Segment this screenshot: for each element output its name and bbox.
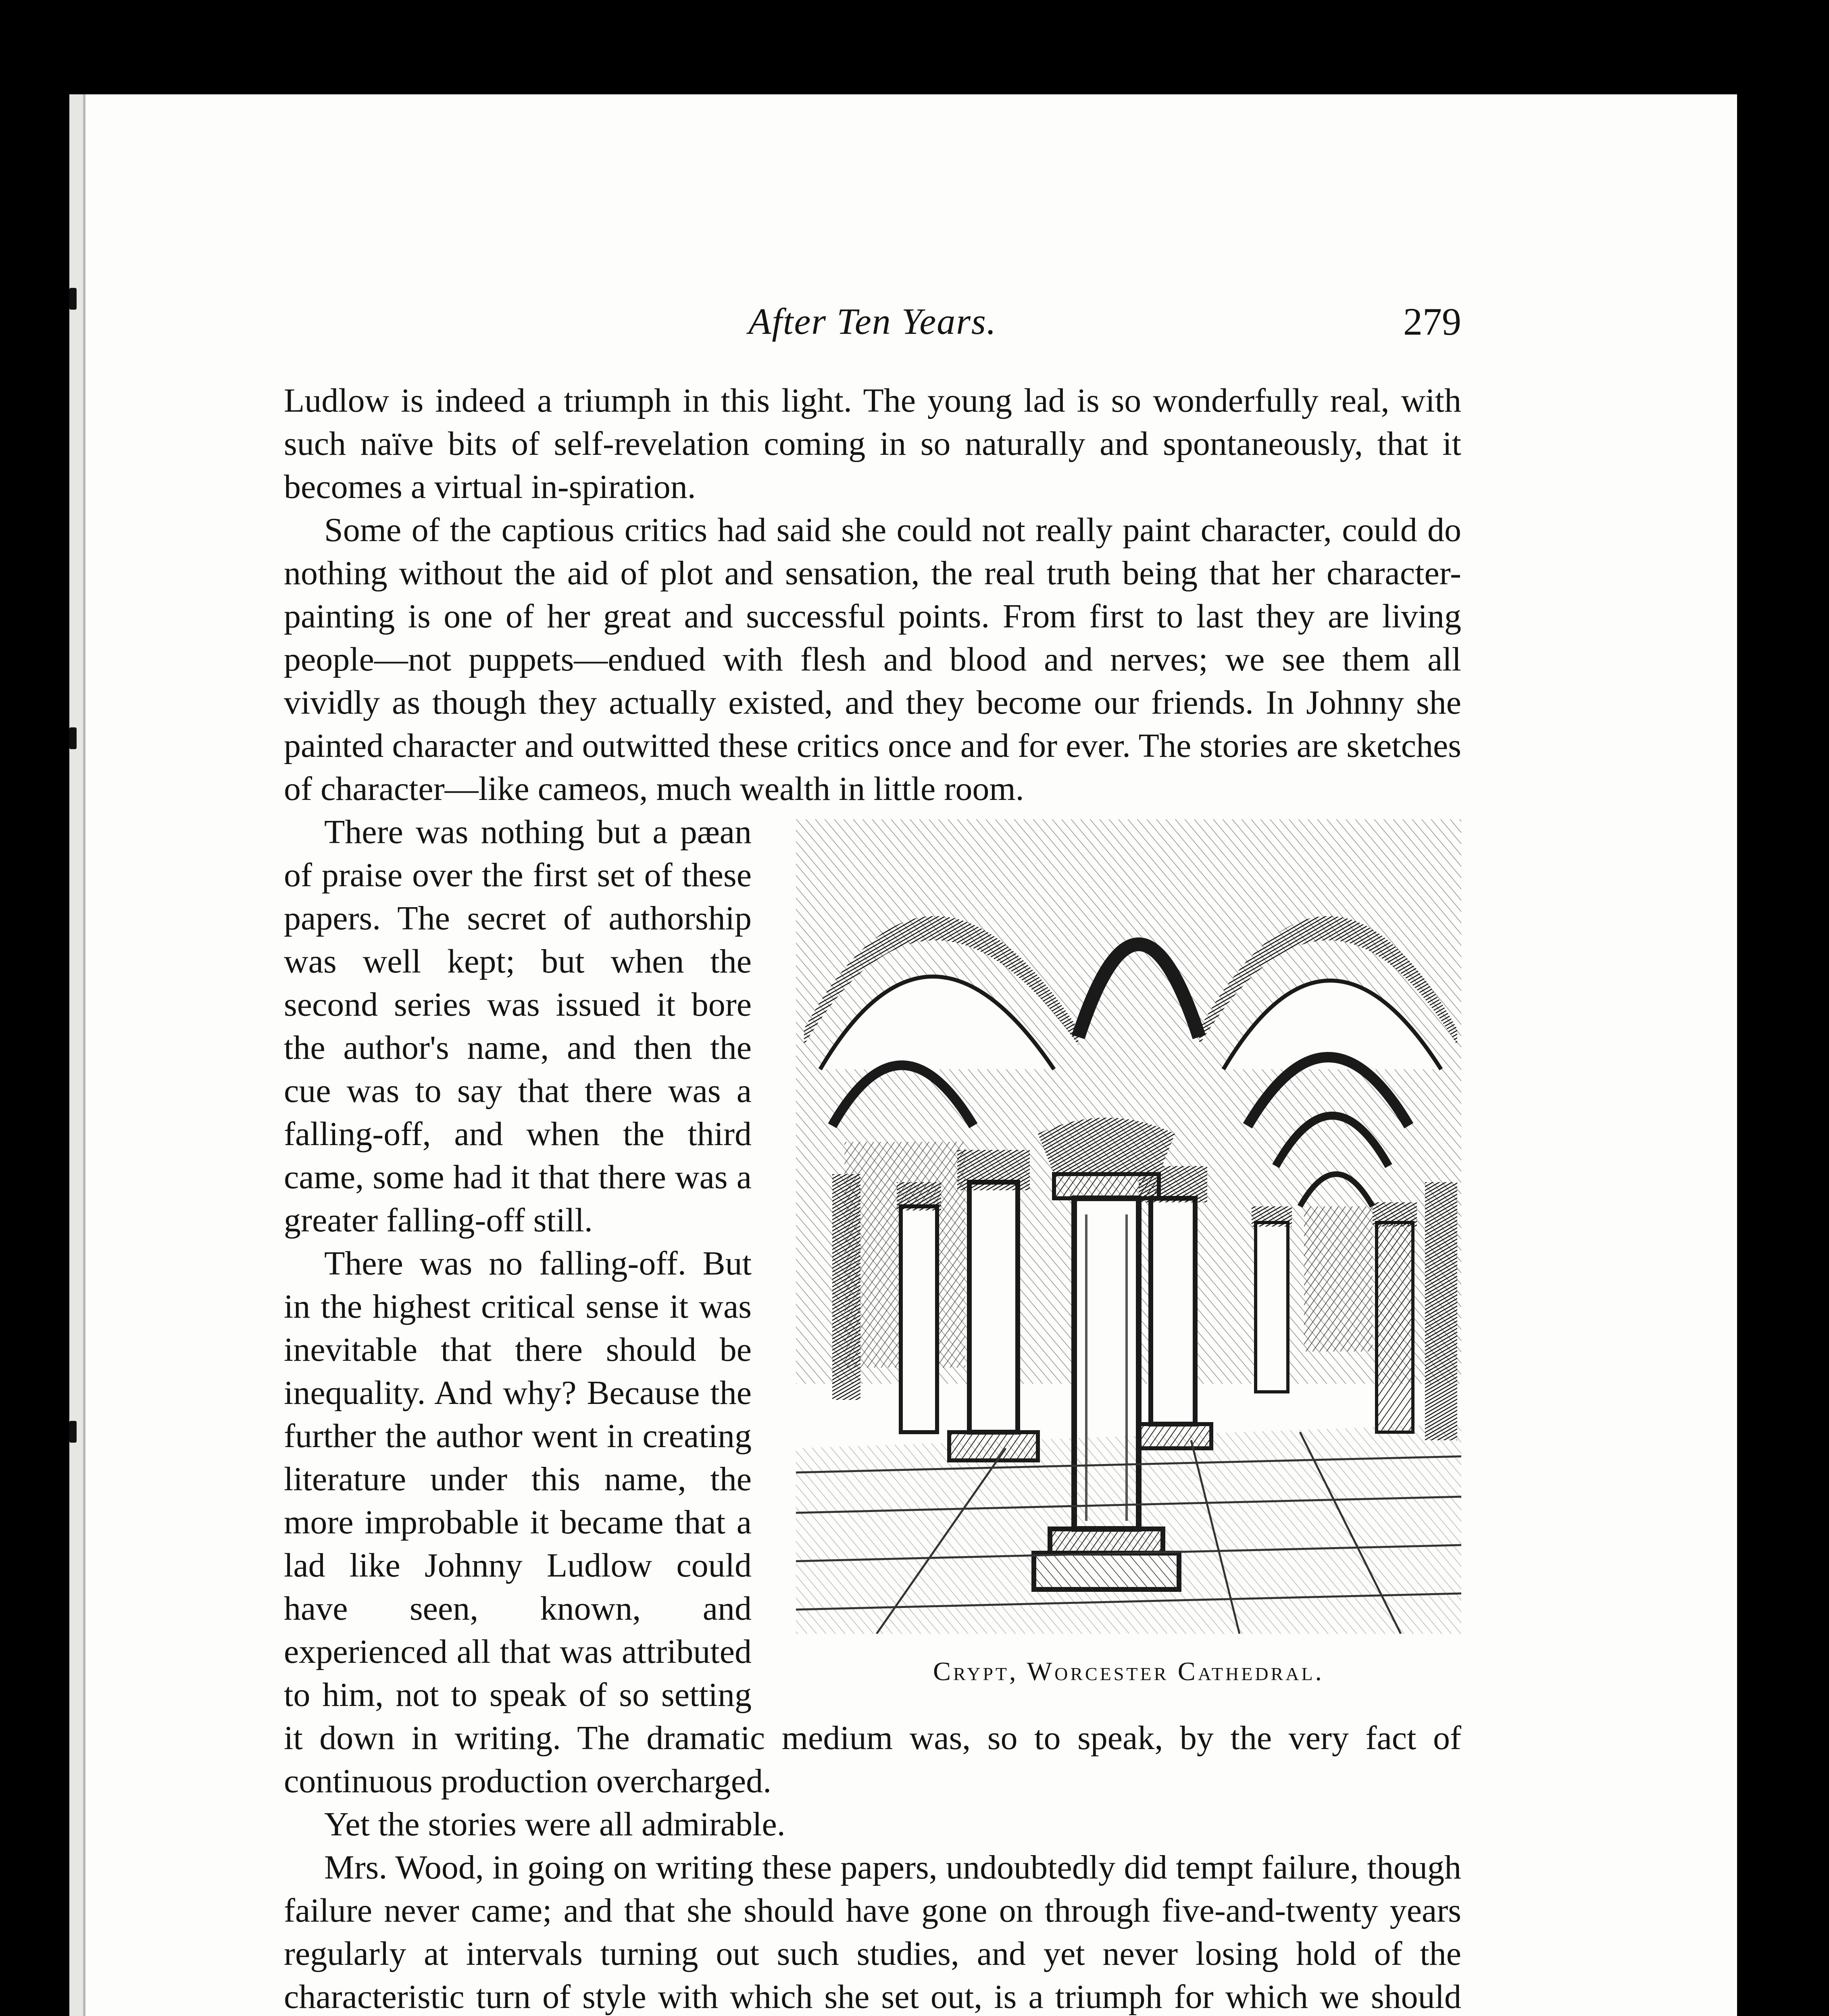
binding-mark xyxy=(69,1421,77,1443)
paragraph: Ludlow is indeed a triumph in this light. The young lad is so wonderfully real, with such naïve bits of self-revelation coming in so naturally and spontaneously, that it becomes a virtual in-spiration. xyxy=(284,382,1461,506)
paragraph: Yet the stories were all admirable. xyxy=(324,1806,785,1843)
paragraph: Some of the captious critics had said she could not really paint character, could do nothing without the aid of plot and sensation, the real truth being that her character-painting is one of her great and successful points. From first to last they are living people—not puppets—endued with flesh and blood and nerves; we see them all vividly as though they actually existed, and they become our friends. In Johnny she painted character and outwitted these critics once and for ever. The stories are sketches of character—like cameos, much wealth in little room. xyxy=(284,511,1461,808)
paragraph: There was nothing but a pæan of praise over the first set of these papers. The secret of authorship was well kept; but when the second series was issued it bore the author's name, and then the cue was to say that there was a falling-off, and when the third came, some had it that there was a greater falling-off still. xyxy=(284,813,752,1239)
running-title: After Ten Years. xyxy=(748,301,997,342)
binding-edge xyxy=(69,94,85,2016)
crypt-engraving-image xyxy=(796,819,1461,1634)
paragraph: There was no falling-off. But in the highest critical sense it was inevitable that there should be inequality. And why? Because the further the author went in creating literature under this name, the more improbable it became that a lad like Johnny Ludlow could have seen, known, and experienced all that was attributed to him, not to speak of so setting it down in writing. The dramatic medium was, so to speak, by the very fact of continuous production overcharged. xyxy=(284,1245,1461,1800)
book-page xyxy=(69,94,1737,2016)
page-content xyxy=(284,300,1461,2016)
running-head xyxy=(284,300,1461,369)
page-number: 279 xyxy=(1403,300,1461,343)
figure xyxy=(796,819,1461,1688)
paragraph: Mrs. Wood, in going on writing these papers, undoubtedly did tempt failure, though failure never came; and that she should have gone on through five-and-twenty years regularly at intervals turning out such studies, and yet never losing hold of the characteristic turn of style with which she set out, is a triumph for which we should xyxy=(284,1849,1461,2016)
figure-caption: Crypt, Worcester Cathedral. xyxy=(933,1657,1325,1686)
binding-mark xyxy=(69,727,77,749)
binding-mark xyxy=(69,288,77,310)
